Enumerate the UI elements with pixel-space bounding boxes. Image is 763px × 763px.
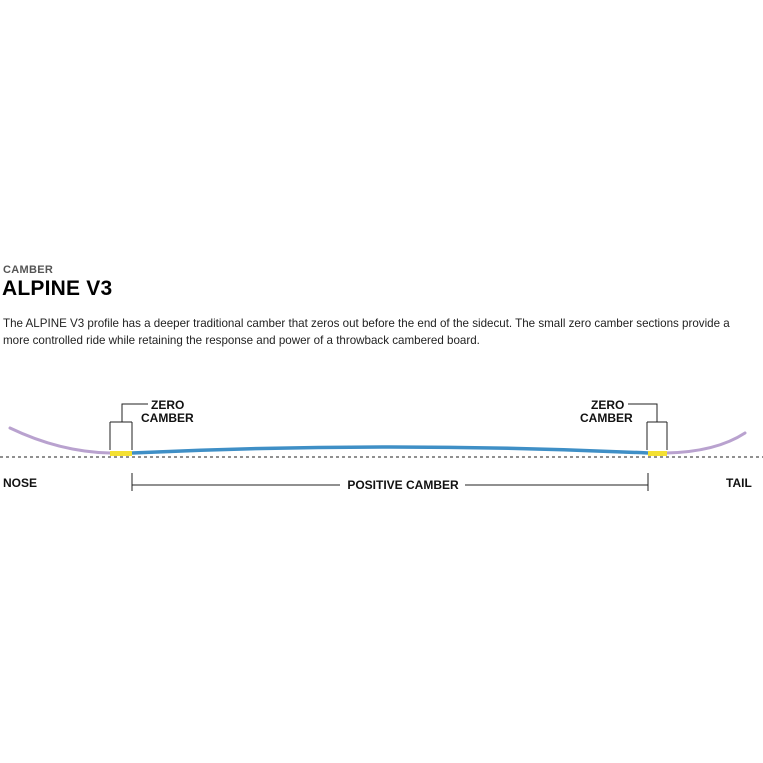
positive-camber-label: POSITIVE CAMBER: [347, 478, 459, 492]
profile-description: The ALPINE V3 profile has a deeper traditional camber that zeros out before the end of the sidecut. The small zero camber sections provide a more controlled ride while retaining the response and power of a throwback cambered board.: [3, 317, 730, 347]
camber-profile-diagram: [0, 390, 763, 500]
zero-camber-right-bracket: [628, 404, 667, 450]
profile-title: ALPINE V3: [2, 277, 113, 300]
zero-camber-left-label-line1: ZERO: [151, 398, 185, 412]
positive-camber-board: [132, 447, 648, 453]
nose-rocker: [10, 428, 110, 453]
camber-eyebrow: CAMBER: [3, 264, 54, 276]
zero-camber-right-label-line1: ZERO: [591, 398, 625, 412]
zero-camber-left-label-line2: CAMBER: [141, 411, 194, 425]
nose-label: NOSE: [3, 476, 38, 490]
tail-rocker: [666, 433, 745, 453]
tail-label: TAIL: [726, 476, 752, 490]
zero-camber-right-label-line2: CAMBER: [580, 411, 633, 425]
